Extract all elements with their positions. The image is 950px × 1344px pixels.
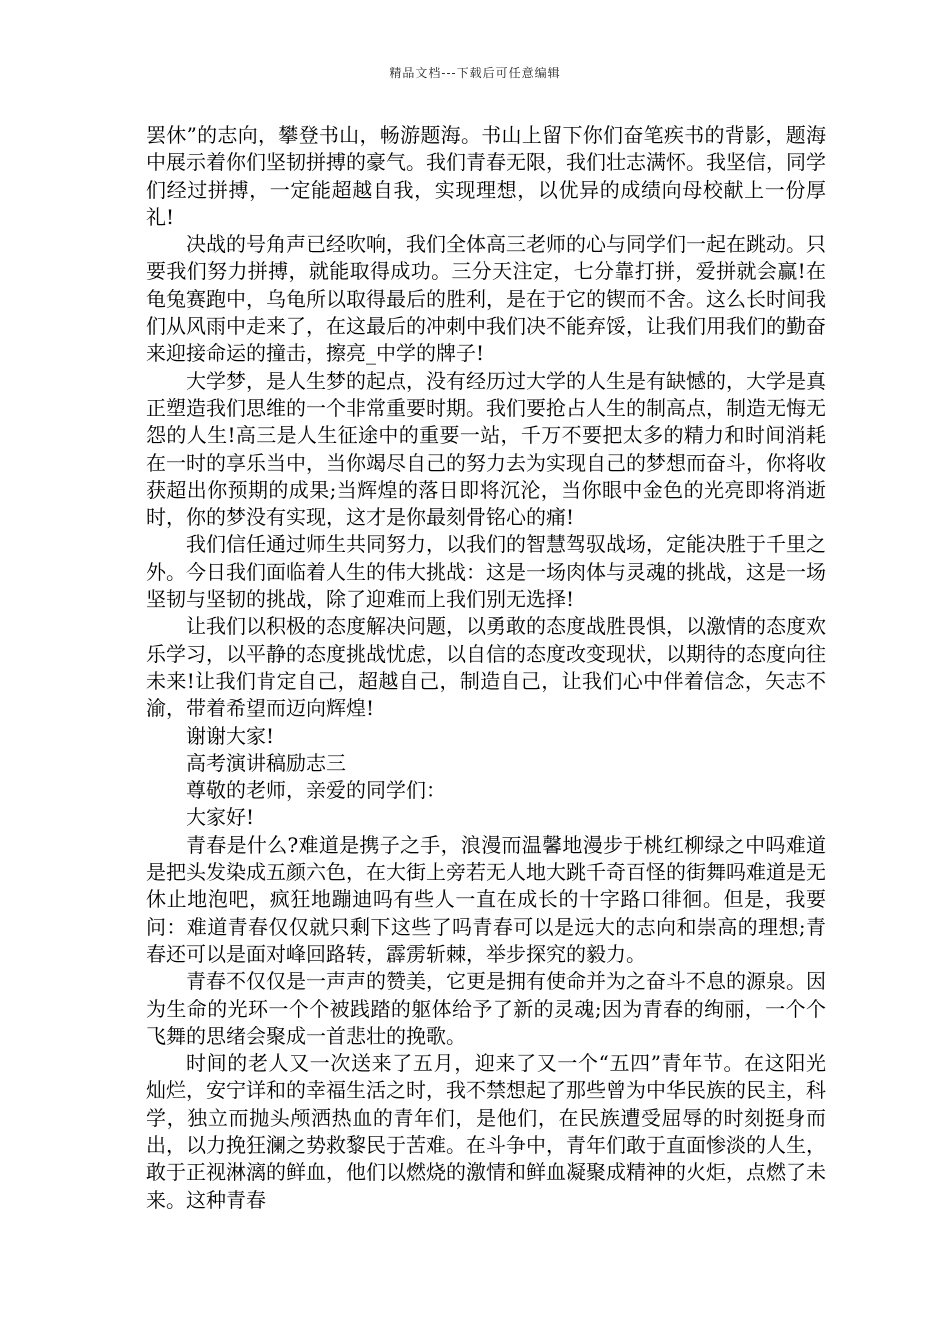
greeting: 大家好! <box>186 805 255 830</box>
section-heading: 高考演讲稿励志三 <box>186 750 346 775</box>
closing-thanks: 谢谢大家! <box>186 723 275 748</box>
paragraph: 时间的老人又一次送来了五月，迎来了又一个“五四”青年节。在这阳光灿烂，安宁详和的幸福生活之时，我不禁想起了那些曾为中华民族的民主，科学，独立而抛头颅洒热血的青年们，是他们，在民族遭受屈辱的时刻挺身而出，以力挽狂澜之势救黎民于苦难。在斗争中，青年们敢于直面惨淡的人生，敢于正视淋漓的鲜血，他们以燃烧的激情和鲜血凝聚成精神的火炬，点燃了未来。这种青春 <box>146 1051 826 1212</box>
paragraph: 罢休”的志向，攀登书山，畅游题海。书山上留下你们奋笔疾书的背影，题海中展示着你们坚韧拼搏的豪气。我们青春无限，我们壮志满怀。我坚信，同学们经过拼搏，一定能超越自我，实现理想，以优异的成绩向母校献上一份厚礼! <box>146 123 826 229</box>
paragraph: 青春是什么?难道是携子之手，浪漫而温馨地漫步于桃红柳绿之中吗难道是把头发染成五颜六色，在大街上旁若无人地大跳千奇百怪的街舞吗难道是无休止地泡吧，疯狂地蹦迪吗有些人一直在成长的十字路口徘徊。但是，我要问：难道青春仅仅就只剩下这些了吗青春可以是远大的志向和崇高的理想;青春还可以是面对峰回路转，霹雳斩棘，举步探究的毅力。 <box>146 832 826 966</box>
paragraph: 我们信任通过师生共同努力，以我们的智慧驾驭战场，定能决胜于千里之外。今日我们面临着人生的伟大挑战：这是一场肉体与灵魂的挑战，这是一场坚韧与坚韧的挑战，除了迎难而上我们别无选择! <box>146 532 826 612</box>
paragraph: 让我们以积极的态度解决问题，以勇敢的态度战胜畏惧，以激情的态度欢乐学习，以平静的态度挑战忧虑，以自信的态度改变现状，以期待的态度向往未来!让我们肯定自己，超越自己，制造自己，让我们心中伴着信念，矢志不渝，带着希望而迈向辉煌! <box>146 614 826 721</box>
salutation: 尊敬的老师，亲爱的同学们： <box>186 778 446 803</box>
paragraph: 青春不仅仅是一声声的赞美，它更是拥有使命并为之奋斗不息的源泉。因为生命的光环一个个被践踏的躯体给予了新的灵魂;因为青春的绚丽，一个个飞舞的思绪会聚成一首悲壮的挽歌。 <box>146 969 826 1048</box>
paragraph: 决战的号角声已经吹响，我们全体高三老师的心与同学们一起在跳动。只要我们努力拼搏，就能取得成功。三分天注定，七分靠打拼，爱拼就会赢!在龟兔赛跑中，乌龟所以取得最后的胜利，是在于它的锲而不舍。这么长时间我们从风雨中走来了，在这最后的冲刺中我们决不能弃馁，让我们用我们的勤奋来迎接命运的撞击，擦亮_中学的牌子! <box>146 232 826 366</box>
page-header: 精品文档---下载后可任意编辑 <box>389 66 561 80</box>
document-body <box>146 122 826 1214</box>
paragraph: 大学梦，是人生梦的起点，没有经历过大学的人生是有缺憾的，大学是真正塑造我们思维的一个非常重要时期。我们要抢占人生的制高点，制造无悔无怨的人生!高三是人生征途中的重要一站，千万不要把太多的精力和时间消耗在一时的享乐当中，当你竭尽自己的努力去为实现自己的梦想而奋斗，你将收获超出你预期的成果;当辉煌的落日即将沉沦，当你眼中金色的光亮即将消逝时，你的梦没有实现，这才是你最刻骨铭心的痛! <box>146 368 826 530</box>
